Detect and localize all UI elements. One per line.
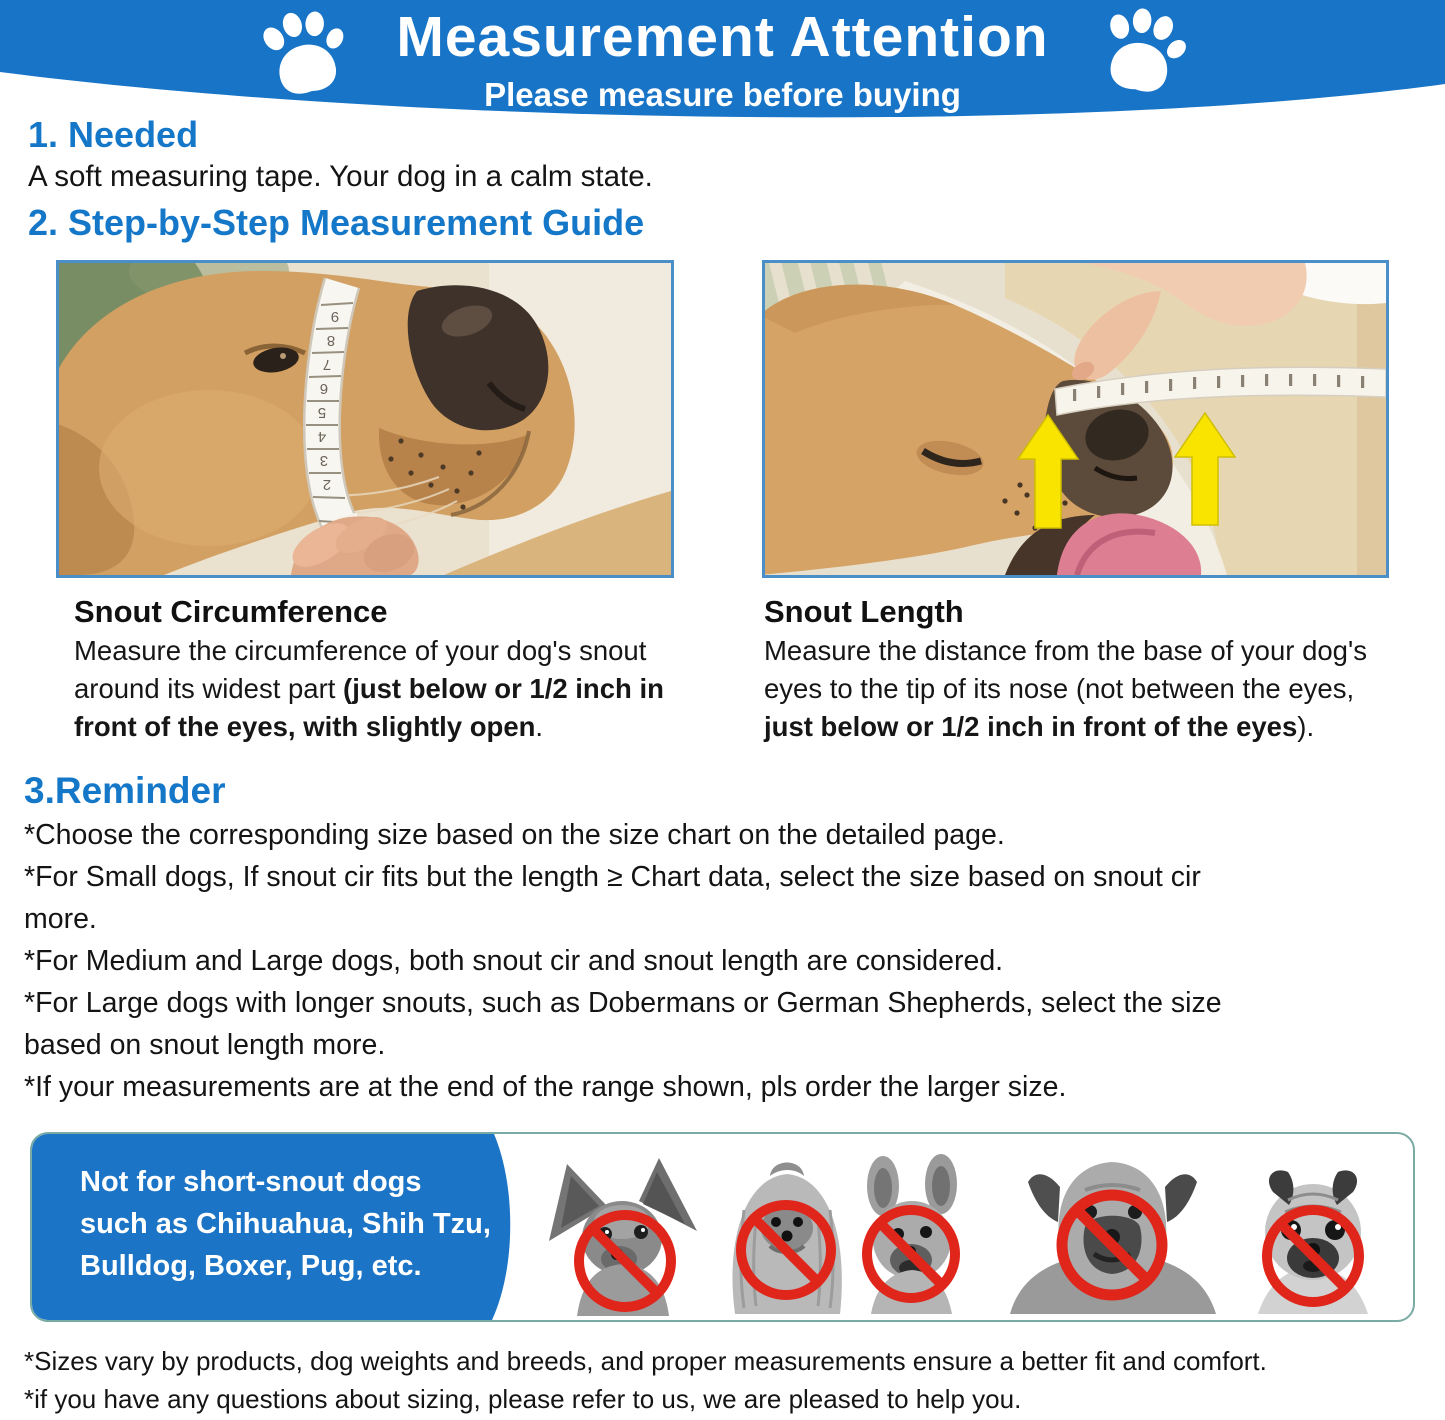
page-subtitle: Please measure before buying <box>484 76 961 113</box>
reminder-line: *If your measurements are at the end of the range shown, pls order the larger size. <box>24 1071 1067 1103</box>
caption-line: Measure the circumference of your dog's snout <box>74 635 647 666</box>
caption-line: front of the eyes, with slightly open. <box>74 711 544 742</box>
reminder-line: *For Large dogs with longer snouts, such as Dobermans or German Shepherds, select the size <box>24 987 1222 1019</box>
svg-text:7: 7 <box>322 356 332 373</box>
caption-title: Snout Circumference <box>74 594 388 629</box>
reminder-line: based on snout length more. <box>24 1029 386 1061</box>
photo-snout-length <box>762 260 1389 578</box>
section-needed-body: A soft measuring tape. Your dog in a calm state. <box>28 160 653 193</box>
caption-line: Measure the distance from the base of your dog's <box>764 635 1367 666</box>
svg-text:8: 8 <box>326 332 336 349</box>
footer-line: *Sizes vary by products, dog weights and breeds, and proper measurements ensure a better fit and comfort. <box>24 1346 1267 1376</box>
caption-snout-length <box>764 592 1424 746</box>
svg-text:4: 4 <box>317 428 327 445</box>
dog-chihuahua-photo <box>537 1146 709 1316</box>
svg-text:9: 9 <box>330 308 340 325</box>
dog-shih-tzu-photo <box>720 1150 854 1314</box>
reminder-list <box>24 814 1222 1108</box>
svg-text:5: 5 <box>317 404 327 421</box>
svg-text:3: 3 <box>319 452 329 469</box>
footer-notes <box>24 1342 1267 1418</box>
banner-text-line: Not for short-snout dogs <box>80 1166 422 1198</box>
footer-line: *if you have any questions about sizing, please refer to us, we are pleased to help you. <box>24 1384 1022 1414</box>
dog-pug-photo <box>1243 1150 1385 1314</box>
svg-text:2: 2 <box>322 476 332 493</box>
caption-title: Snout Length <box>764 594 964 629</box>
svg-text:6: 6 <box>319 380 329 397</box>
caption-snout-circumference <box>74 592 734 746</box>
photo-snout-circumference <box>56 260 674 578</box>
not-for-short-snout-banner <box>30 1132 1415 1322</box>
reminder-line: *For Medium and Large dogs, both snout cir and snout length are considered. <box>24 945 1004 977</box>
section-needed-heading: 1. Needed <box>28 114 199 155</box>
section-reminder-heading: 3.Reminder <box>24 770 226 811</box>
dog-mastiff-photo <box>990 1142 1236 1314</box>
section-guide-heading: 2. Step-by-Step Measurement Guide <box>28 202 645 243</box>
reminder-line: *Choose the corresponding size based on the size chart on the detailed page. <box>24 819 1005 851</box>
caption-line: around its widest part (just below or 1/2 inch in <box>74 673 664 704</box>
reminder-line: more. <box>24 903 97 935</box>
banner-text-line: Bulldog, Boxer, Pug, etc. <box>80 1250 422 1282</box>
dog-french-bulldog-photo <box>855 1148 969 1314</box>
page-title: Measurement Attention <box>396 5 1049 69</box>
caption-line: eyes to the tip of its nose (not between the eyes, <box>764 673 1355 704</box>
banner-text-line: such as Chihuahua, Shih Tzu, <box>80 1208 491 1240</box>
reminder-line: *For Small dogs, If snout cir fits but the length ≥ Chart data, select the size based on snout cir <box>24 861 1201 893</box>
caption-line: just below or 1/2 inch in front of the eyes). <box>764 711 1315 742</box>
